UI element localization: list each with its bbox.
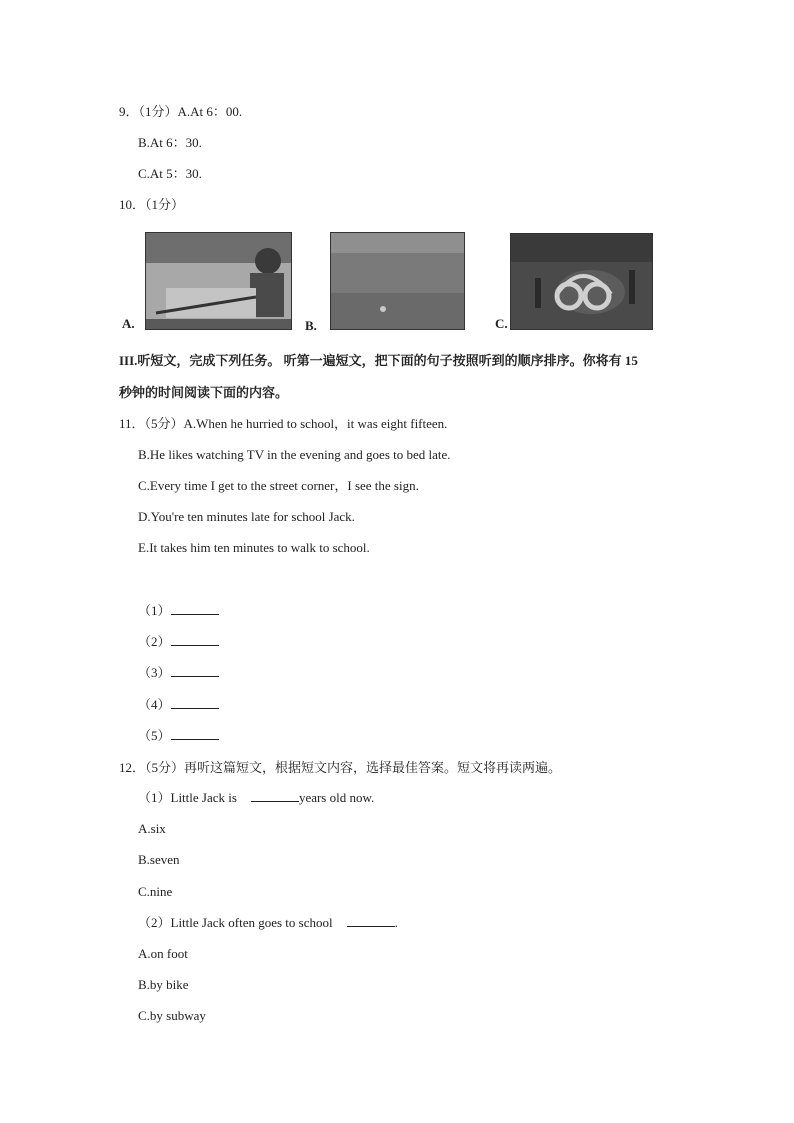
q10-option-a-label: A. <box>122 316 135 331</box>
q12-sub1-option-b: B.seven <box>138 852 180 867</box>
q12-sub2-question <box>138 915 398 931</box>
blank-label: （5） <box>138 728 171 743</box>
q12-sub2-option-a: A.on foot <box>138 946 188 961</box>
q11-blank-1[interactable] <box>138 603 219 619</box>
q11-blank-2[interactable] <box>138 634 219 650</box>
answer-line[interactable] <box>171 603 219 615</box>
q10-option-c-label: C. <box>495 316 508 331</box>
q11-option-b: B.He likes watching TV in the evening and goes to bed late. <box>138 447 451 462</box>
q11-blank-5[interactable] <box>138 728 219 744</box>
q12-sub1-option-a: A.six <box>138 821 166 836</box>
q12-header: 12．（5分）再听这篇短文，根据短文内容，选择最佳答案。短文将再读两遍。 <box>119 760 562 775</box>
answer-line[interactable] <box>171 728 219 740</box>
q12-sub2-option-b: B.by bike <box>138 977 189 992</box>
q9-option-b: B.At 6：30. <box>138 135 202 150</box>
answer-line[interactable] <box>171 697 219 709</box>
q11-blank-3[interactable] <box>138 665 219 681</box>
question-text: （2）Little Jack often goes to school <box>138 915 333 930</box>
answer-line[interactable] <box>171 665 219 677</box>
answer-line[interactable] <box>251 790 299 802</box>
section3-instruction-line2: 秒钟的时间阅读下面的内容。 <box>119 385 289 400</box>
blank-label: （2） <box>138 634 171 649</box>
q10-header: 10．（1分） <box>119 197 185 212</box>
q11-option-e: E.It takes him ten minutes to walk to school. <box>138 540 370 555</box>
q10-option-b-image <box>330 232 465 330</box>
q10-option-c-image <box>510 233 653 330</box>
question-text-end: years old now. <box>298 790 375 805</box>
question-text: （1）Little Jack is <box>138 790 237 805</box>
q12-sub1-question <box>138 790 374 806</box>
q11-option-d: D.You're ten minutes late for school Jack. <box>138 509 355 524</box>
question-text-end: . <box>394 915 398 930</box>
q12-sub1-option-c: C.nine <box>138 884 173 899</box>
section3-instruction-line1: III.听短文，完成下列任务。 听第一遍短文，把下面的句子按照听到的顺序排序。你将有 15 <box>119 353 638 368</box>
q11-header: 11．（5分）A.When he hurried to school，it was eight fifteen. <box>119 416 448 431</box>
answer-line[interactable] <box>171 634 219 646</box>
blank-label: （3） <box>138 665 171 680</box>
answer-line[interactable] <box>347 915 395 927</box>
blank-label: （1） <box>138 603 171 618</box>
q11-option-c: C.Every time I get to the street corner，I see the sign. <box>138 478 419 493</box>
q10-option-b-label: B. <box>305 318 317 333</box>
q12-sub2-option-c: C.by subway <box>138 1008 206 1023</box>
q10-option-a-image <box>145 232 292 330</box>
q9-option-c: C.At 5：30. <box>138 166 202 181</box>
q11-blank-4[interactable] <box>138 697 219 713</box>
q9-header: 9．（1分）A.At 6：00. <box>119 104 243 119</box>
blank-label: （4） <box>138 697 171 712</box>
